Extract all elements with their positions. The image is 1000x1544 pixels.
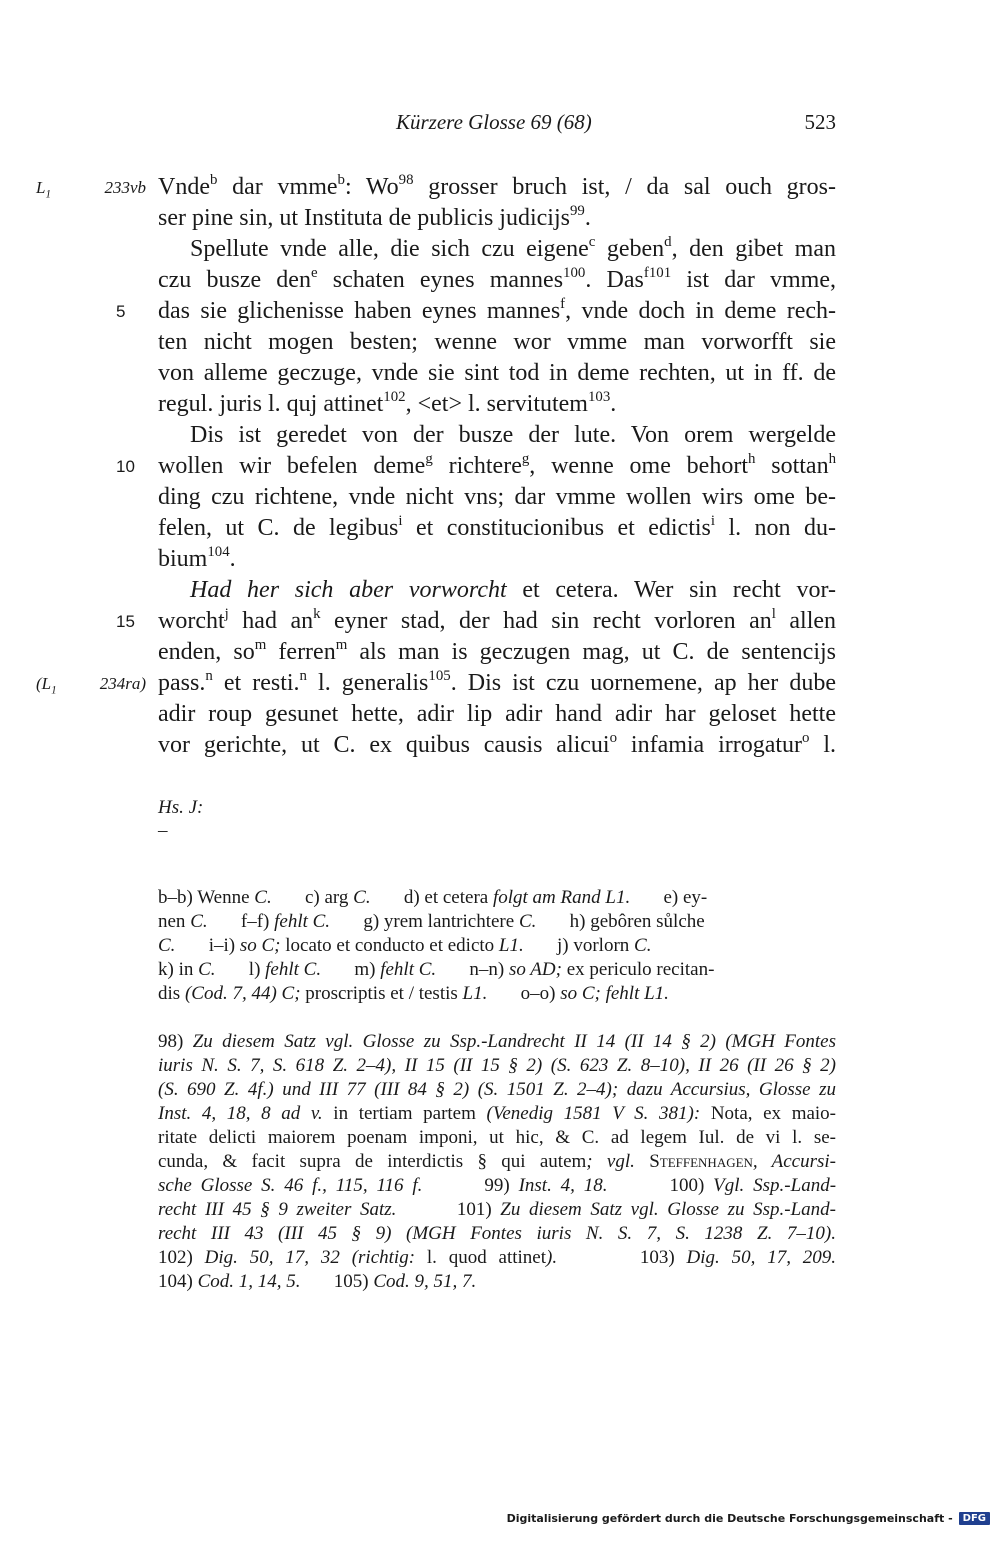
variant-line: nen C. f–f) fehlt C. g) yrem lantrichtere C. h) gebôren sůlche [158, 911, 705, 932]
text-line-12: felen, ut C. de legibus$^i$ et constitucionibus et edictis$^i$ l. non du- [158, 513, 836, 541]
variant-line: dis (Cod. 7, 44) C; proscriptis et / testis L1. o–o) so C; fehlt L1. [158, 983, 669, 1004]
text-line-9: Dis ist geredet von der busze der lute. Von orem wergelde [190, 422, 836, 448]
running-header [158, 110, 836, 140]
text-line-13: bium$^{104}$. [158, 544, 236, 572]
note-line: 104) Cod. 1, 14, 5. 105) Cod. 9, 51, 7. [158, 1271, 477, 1292]
variant-apparatus [158, 886, 836, 1006]
margin-note-folio: ($L_1$ 234ra) [36, 674, 146, 697]
text-line-1: $L_1$ 233vb Vnde$^b$ dar vmme$^b$: Wo$^{98}$ grosser bruch ist, / da sal ouch gros- [158, 172, 836, 203]
text-line-10: 10 wollen wir befelen deme$^g$ richtere$^g$, wenne ome behort$^h$ sottan$^h$ [158, 451, 836, 482]
text-line-7: von alleme geczuge, vnde sie sint tod in deme rechten, ut in ff. de [158, 360, 836, 386]
manuscript-label: Hs. J: [158, 797, 204, 818]
text-line-4: czu busze den$^e$ schaten eynes mannes$^{100}$. Das$^{f101}$ ist dar vmme, [158, 265, 837, 293]
text-line-18: adir roup gesunet hette, adir lip adir hand adir har geloset hette [158, 701, 836, 727]
source-notes [158, 1030, 836, 1294]
note-line: Inst. 4, 18, 8 ad v. in tertiam partem (Venedig 1581 V S. 381): Nota, ex maio- [158, 1103, 837, 1124]
variant-line: k) in C. l) fehlt C. m) fehlt C. n–n) so AD; ex periculo recitan- [158, 959, 715, 980]
text-line-11: ding czu richtene, vnde nicht vns; dar vmme wollen wirs ome be- [158, 484, 836, 510]
page-number: 523 [804, 110, 836, 134]
note-line: (S. 690 Z. 4f.) und III 77 (III 84 § 2) (S. 1501 Z. 2–4); dazu Accursius, Glosse zu [158, 1079, 836, 1100]
variant-line: C. i–i) so C; locato et conducto et edicto L1. j) vorlorn C. [158, 935, 652, 956]
line-number: 15 [116, 612, 135, 631]
note-line: 102) Dig. 50, 17, 32 (richtig: l. quod attinet). 103) Dig. 50, 17, 209. [158, 1247, 837, 1268]
margin-note-folio: $L_1$ 233vb [36, 178, 146, 201]
note-line: 98) Zu diesem Satz vgl. Glosse zu Ssp.-Landrecht II 14 (II 14 § 2) (MGH Fontes [158, 1031, 836, 1052]
line-number: 5 [116, 302, 126, 321]
text-line-15: 15 worcht$^j$ had $an^k$ eyner stad, der had sin recht vorloren $an^l$ allen [158, 606, 836, 637]
running-title: Kürzere Glosse 69 (68) [396, 110, 592, 134]
text-line-14: Had her sich aber vorworcht et cetera. Wer sin recht vor- [190, 577, 836, 603]
text-line-17: ($L_1$ 234ra) pass.$^n$ et resti.$^n$ l. generalis$^{105}$. Dis ist czu uornemene, ap her dube [158, 668, 836, 699]
text-line-2: ser pine sin, ut Instituta de publicis judicijs$^{99}$. [158, 203, 591, 231]
note-line: ritate delicti maiorem poenam imponi, ut hic, & C. ad legem Iul. de vi l. se- [158, 1127, 836, 1148]
line-number: 10 [116, 457, 135, 476]
note-line: recht III 45 § 9 zweiter Satz. 101) Zu diesem Satz vgl. Glosse zu Ssp.-Land- [158, 1199, 837, 1220]
text-line-6: ten nicht mogen besten; wenne wor vmme man vorworfft sie [158, 329, 836, 355]
text-line-19: vor gerichte, ut C. ex quibus causis alicui$^o$ infamia irrogatur$^o$ l. [158, 730, 837, 758]
main-text [36, 172, 837, 761]
footer-text: Digitalisierung gefördert durch die Deutsche Forschungsgemeinschaft - [506, 1511, 953, 1525]
dfg-logo: DFG [959, 1512, 990, 1525]
manuscript-dash: – [158, 820, 168, 841]
note-line: recht III 43 (III 45 § 9) (MGH Fontes iuris N. S. 7, S. 1238 Z. 7–10). [158, 1223, 836, 1244]
text-line-3: Spellute vnde alle, die sich czu eigene$^c$ geben$^d$, den gibet man [190, 234, 836, 262]
note-line: cunda, & facit supra de interdictis § qui autem; vgl. Steffenhagen, Accursi- [158, 1151, 836, 1172]
note-line: sche Glosse S. 46 f., 115, 116 f. 99) Inst. 4, 18. 100) Vgl. Ssp.-Land- [158, 1175, 837, 1196]
dfg-footer [507, 1508, 990, 1528]
variant-line: b–b) Wenne C. c) arg C. d) et cetera folgt am Rand L1. e) ey- [158, 887, 708, 908]
text-line-8: regul. juris l. quj attinet$^{102}$, <et> l. servitutem$^{103}$. [158, 389, 617, 417]
text-line-16: enden, $so^m$ ferren$^m$ als man is geczugen mag, ut C. de sentencijs [158, 637, 836, 665]
note-line: iuris N. S. 7, S. 618 Z. 2–4), II 15 (II 15 § 2) (S. 623 Z. 8–10), II 26 (II 26 § 2) [158, 1055, 836, 1076]
text-line-5: 5 das sie glichenisse haben eynes mannes$^f$, vnde doch in deme rech- [158, 296, 836, 327]
